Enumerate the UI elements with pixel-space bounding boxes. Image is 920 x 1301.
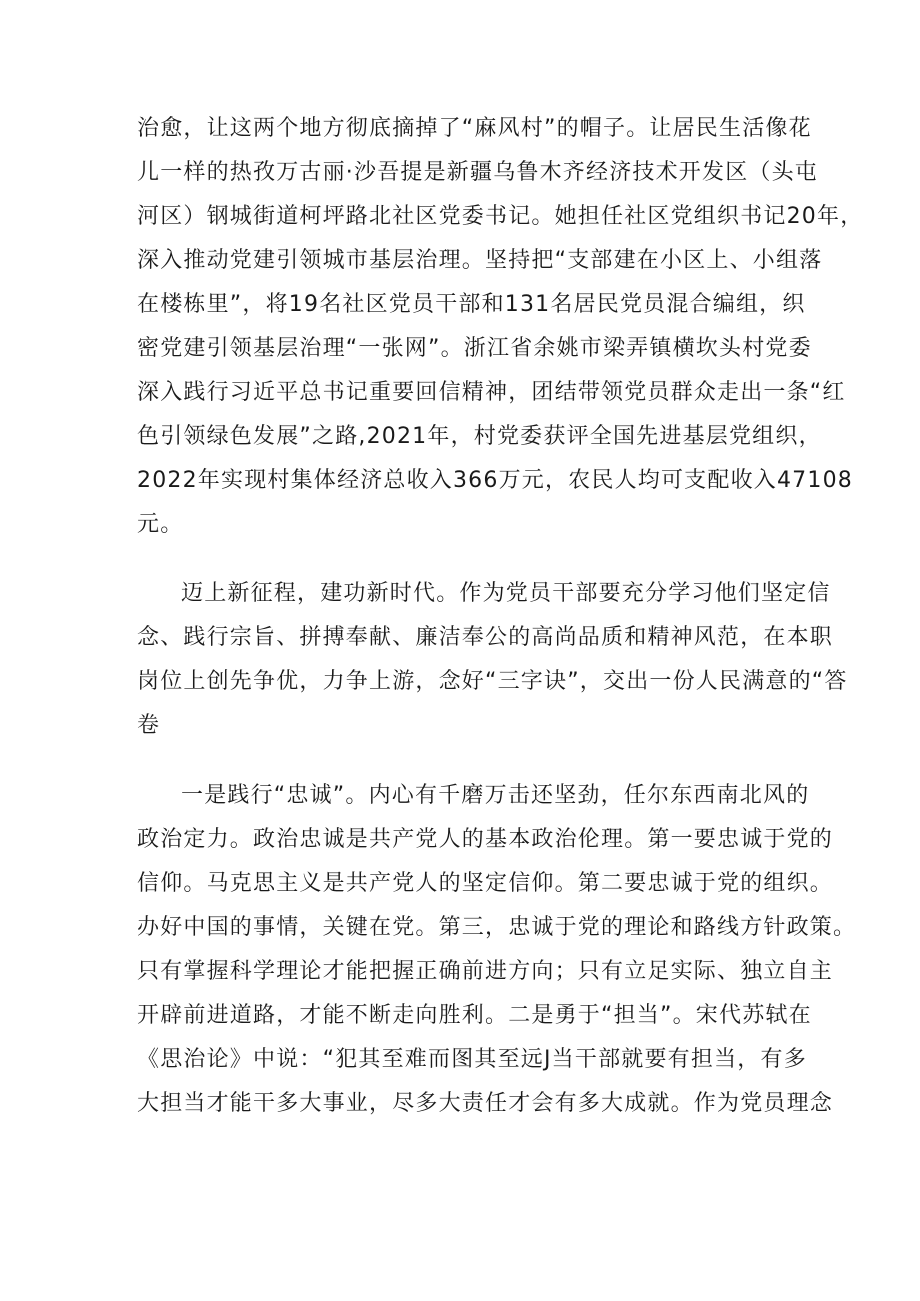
paragraph-3-line-1: 一是践行“忠诚”。内心有千磨万击还坚劲，任尔东西南北风的 — [181, 783, 810, 808]
paragraph-2-line-4: 卷 — [137, 713, 161, 738]
paragraph-1-line-10: 元。 — [137, 512, 184, 537]
paragraph-1-line-4: 深入推动党建引领城市基层治理。坚持把“支部建在小区上、小组落 — [137, 248, 823, 273]
paragraph-1-line-9: 2022年实现村集体经济总收入366万元，农民人均可支配收入47108 — [137, 468, 853, 493]
paragraph-3-line-7: 《思治论》中说：“犯其至难而图其至远J当干部就要有担当，有多 — [137, 1047, 807, 1072]
paragraph-1-line-8: 色引领绿色发展”之路,2021年，村党委获评全国先进基层党组织， — [137, 424, 822, 449]
paragraph-3-line-6: 开辟前进道路，才能不断走向胜利。二是勇于“担当”。宋代苏轼在 — [137, 1003, 812, 1028]
paragraph-3-line-4: 办好中国的事情，关键在党。第三，忠诚于党的理论和路线方针政策。 — [137, 915, 857, 940]
paragraph-1-line-3: 河区）钢城街道柯坪路北社区党委书记。她担任社区党组织书记20年， — [137, 204, 864, 229]
paragraph-1-line-6: 密党建引领基层治理“一张网”。浙江省余姚市梁弄镇横坎头村党委 — [137, 336, 812, 361]
paragraph-1-line-7: 深入践行习近平总书记重要回信精神，团结带领党员群众走出一条“红 — [137, 380, 846, 405]
paragraph-3-line-2: 政治定力。政治忠诚是共产党人的基本政治伦理。第一要忠诚于党的 — [137, 827, 834, 852]
paragraph-2-line-1: 迈上新征程，建功新时代。作为党员干部要充分学习他们坚定信 — [181, 581, 831, 606]
paragraph-2-line-3: 岗位上创先争优，力争上游，念好“三字诀”，交出一份人民满意的“答 — [137, 669, 848, 694]
paragraph-1-line-1: 治愈，让这两个地方彻底摘掉了“麻风村”的帽子。让居民生活像花 — [137, 116, 812, 141]
paragraph-3-line-3: 信仰。马克思主义是共产党人的坚定信仰。第二要忠诚于党的组织。 — [137, 871, 834, 896]
paragraph-1-line-5: 在楼栋里”，将19名社区党员干部和131名居民党员混合编组，织 — [137, 292, 806, 317]
paragraph-3-line-8: 大担当才能干多大事业，尽多大责任才会有多大成就。作为党员理念 — [137, 1091, 834, 1116]
paragraph-3-line-5: 只有掌握科学理论才能把握正确前进方向；只有立足实际、独立自主 — [137, 959, 834, 984]
paragraph-2-line-2: 念、践行宗旨、拼搏奉献、廉洁奉公的高尚品质和精神风范，在本职 — [137, 625, 834, 650]
paragraph-1-line-2: 儿一样的热孜万古丽·沙吾提是新疆乌鲁木齐经济技术开发区（头屯 — [137, 160, 818, 185]
